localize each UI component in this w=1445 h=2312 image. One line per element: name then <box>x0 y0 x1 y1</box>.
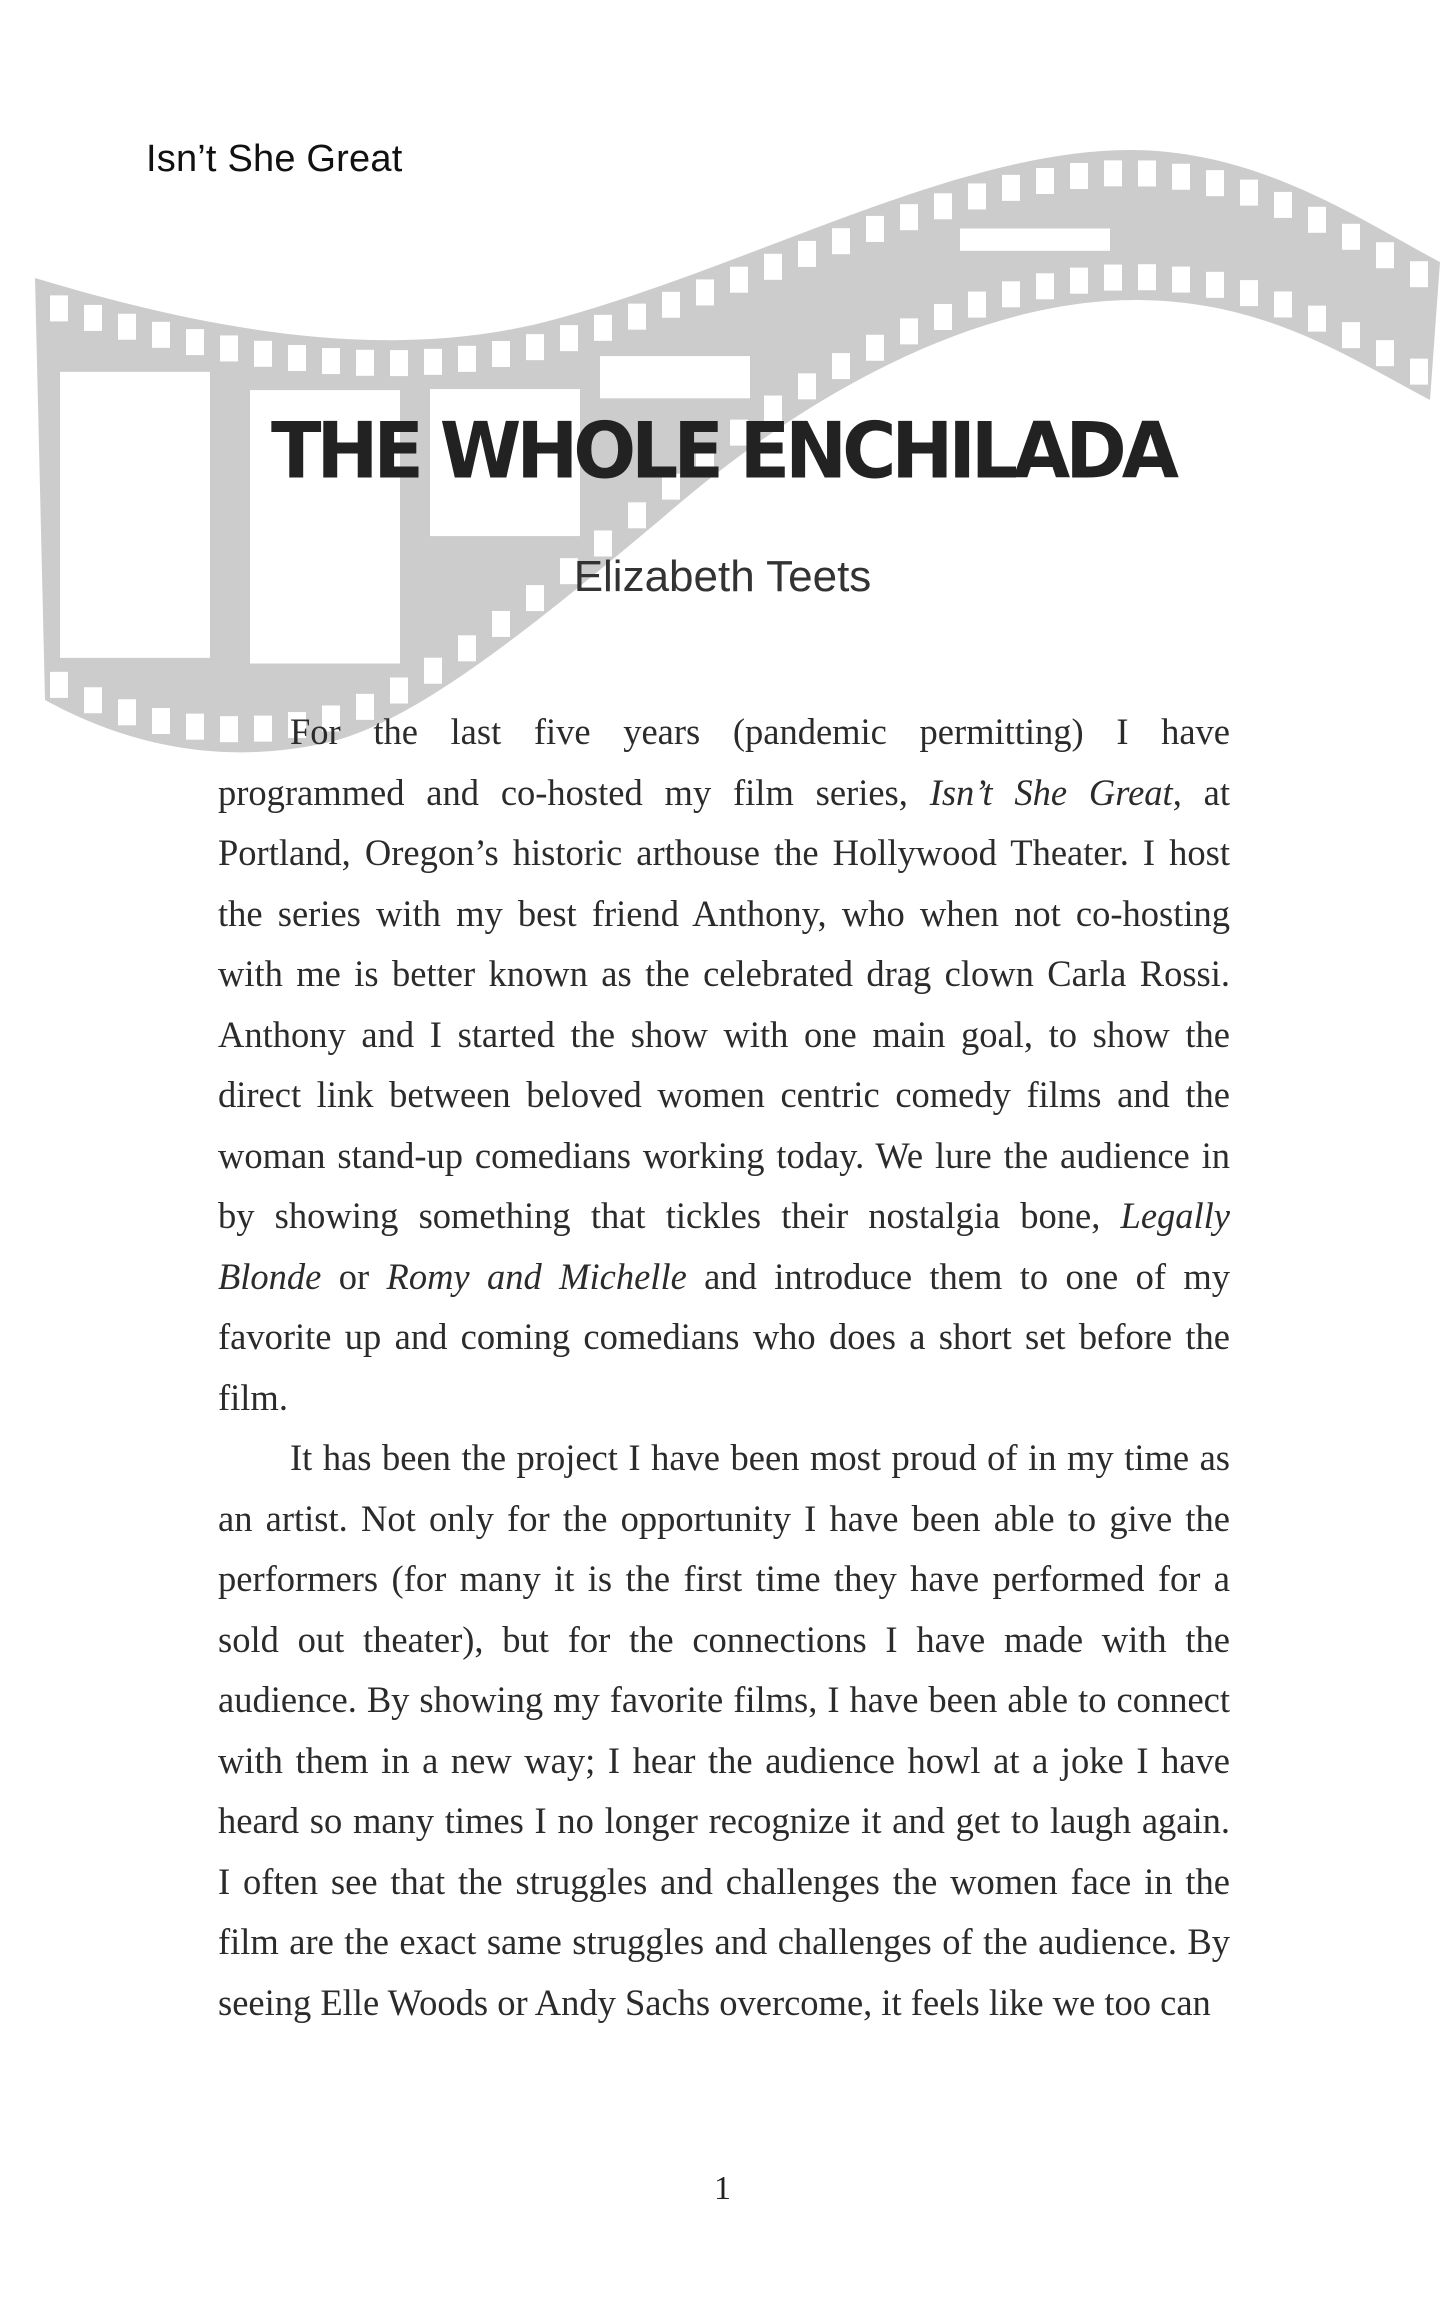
sprocket-hole <box>1308 306 1326 332</box>
sprocket-hole <box>424 349 442 375</box>
sprocket-hole <box>1240 280 1258 306</box>
sprocket-hole <box>492 611 510 637</box>
sprocket-hole <box>832 353 850 379</box>
sprocket-hole <box>832 228 850 254</box>
sprocket-hole <box>1070 163 1088 189</box>
sprocket-hole <box>424 658 442 684</box>
sprocket-hole <box>1172 164 1190 190</box>
article-body <box>218 702 1230 2033</box>
sprocket-hole <box>492 341 510 367</box>
sprocket-hole <box>1274 192 1292 218</box>
sprocket-hole <box>934 304 952 330</box>
paragraph-1-text-b: , at Portland, Oregon’s historic arthouse the Hollywood Theater. I host the series with my best friend Anthony, who when not co-hosting with me is better known as the celebrated drag clown Carla Rossi. Anthony and I started the show with one main goal, to show the direct link between beloved women centric comedy films and the woman stand-up comedians working today. We lure the audience in by showing something that tickles their nostalgia bone, <box>218 771 1230 1236</box>
sprocket-hole <box>628 304 646 330</box>
film-frame <box>960 229 1110 251</box>
page-number: 1 <box>714 2170 731 2207</box>
paragraph-1-text-a: For the last five years (pandemic permitting) I have programmed and co-hosted my film series, <box>218 711 1230 813</box>
sprocket-hole <box>1172 267 1190 293</box>
sprocket-hole <box>1036 168 1054 194</box>
sprocket-hole <box>968 292 986 318</box>
sprocket-hole <box>1104 265 1122 291</box>
sprocket-hole <box>1410 359 1428 385</box>
sprocket-hole <box>1410 261 1428 287</box>
sprocket-hole <box>1376 340 1394 366</box>
sprocket-hole <box>390 350 408 376</box>
sprocket-hole <box>696 279 714 305</box>
sprocket-hole <box>1240 180 1258 206</box>
film-title-romy-and-michelle: Romy and Michelle <box>386 1255 687 1297</box>
film-title-legally-blonde: Legally Blonde <box>218 1195 1230 1297</box>
sprocket-hole <box>220 335 238 361</box>
sprocket-hole <box>50 672 68 698</box>
article-author: Elizabeth Teets <box>573 552 872 601</box>
sprocket-hole <box>1104 160 1122 186</box>
sprocket-hole <box>968 183 986 209</box>
sprocket-hole <box>390 678 408 704</box>
series-title-italic: Isn’t She Great <box>929 771 1173 813</box>
sprocket-hole <box>322 348 340 374</box>
sprocket-hole <box>118 699 136 725</box>
sprocket-hole <box>1342 224 1360 250</box>
sprocket-hole <box>1206 272 1224 298</box>
sprocket-hole <box>1138 160 1156 186</box>
sprocket-hole <box>866 335 884 361</box>
sprocket-hole <box>152 322 170 348</box>
sprocket-hole <box>458 635 476 661</box>
sprocket-hole <box>628 502 646 528</box>
sprocket-hole <box>730 267 748 293</box>
sprocket-hole <box>662 292 680 318</box>
sprocket-hole <box>1036 273 1054 299</box>
sprocket-hole <box>764 254 782 280</box>
sprocket-hole <box>254 341 272 367</box>
sprocket-hole <box>560 325 578 351</box>
sprocket-hole <box>798 373 816 399</box>
sprocket-hole <box>934 193 952 219</box>
sprocket-hole <box>118 314 136 340</box>
sprocket-hole <box>526 334 544 360</box>
sprocket-hole <box>1308 207 1326 233</box>
sprocket-hole <box>1206 170 1224 196</box>
sprocket-hole <box>900 204 918 230</box>
sprocket-hole <box>1342 322 1360 348</box>
paragraph-1-text-c: or <box>321 1255 387 1297</box>
sprocket-hole <box>356 350 374 376</box>
sprocket-hole <box>84 305 102 331</box>
film-frame <box>600 356 750 398</box>
paragraph-1 <box>218 702 1230 1428</box>
sprocket-hole <box>1070 268 1088 294</box>
paragraph-2: It has been the project I have been most proud of in my time as an artist. Not only for the opportunity I have been able to give the performers (for many it is the first time they have performed for a sold out theater), but for the connections I have made with the audience. By showing my favorite films, I have been able to connect with them in a new way; I hear the audience howl at a joke I have heard so many times I no longer recognize it and get to laugh again. I often see that the struggles and challenges the women face in the film are the exact same struggles and challenges of the audience. By seeing Elle Woods or Andy Sachs overcome, it feels like we too can <box>218 1437 1230 2023</box>
sprocket-hole <box>1002 175 1020 201</box>
running-header: Isn’t She Great <box>146 138 403 180</box>
sprocket-hole <box>288 345 306 371</box>
sprocket-hole <box>1138 264 1156 290</box>
sprocket-hole <box>152 708 170 734</box>
sprocket-hole <box>84 687 102 713</box>
sprocket-hole <box>798 241 816 267</box>
sprocket-hole <box>186 329 204 355</box>
sprocket-hole <box>866 216 884 242</box>
paragraph-1-text-d: and introduce them to one of my favorite up and coming comedians who does a short set before the film. <box>218 1255 1230 1418</box>
sprocket-hole <box>458 346 476 372</box>
sprocket-hole <box>186 714 204 740</box>
sprocket-hole <box>900 318 918 344</box>
sprocket-hole <box>1274 291 1292 317</box>
sprocket-hole <box>1376 242 1394 268</box>
sprocket-hole <box>594 315 612 341</box>
sprocket-hole <box>1002 281 1020 307</box>
article-title: THE WHOLE ENCHILADA <box>270 405 1175 497</box>
sprocket-hole <box>50 295 68 321</box>
